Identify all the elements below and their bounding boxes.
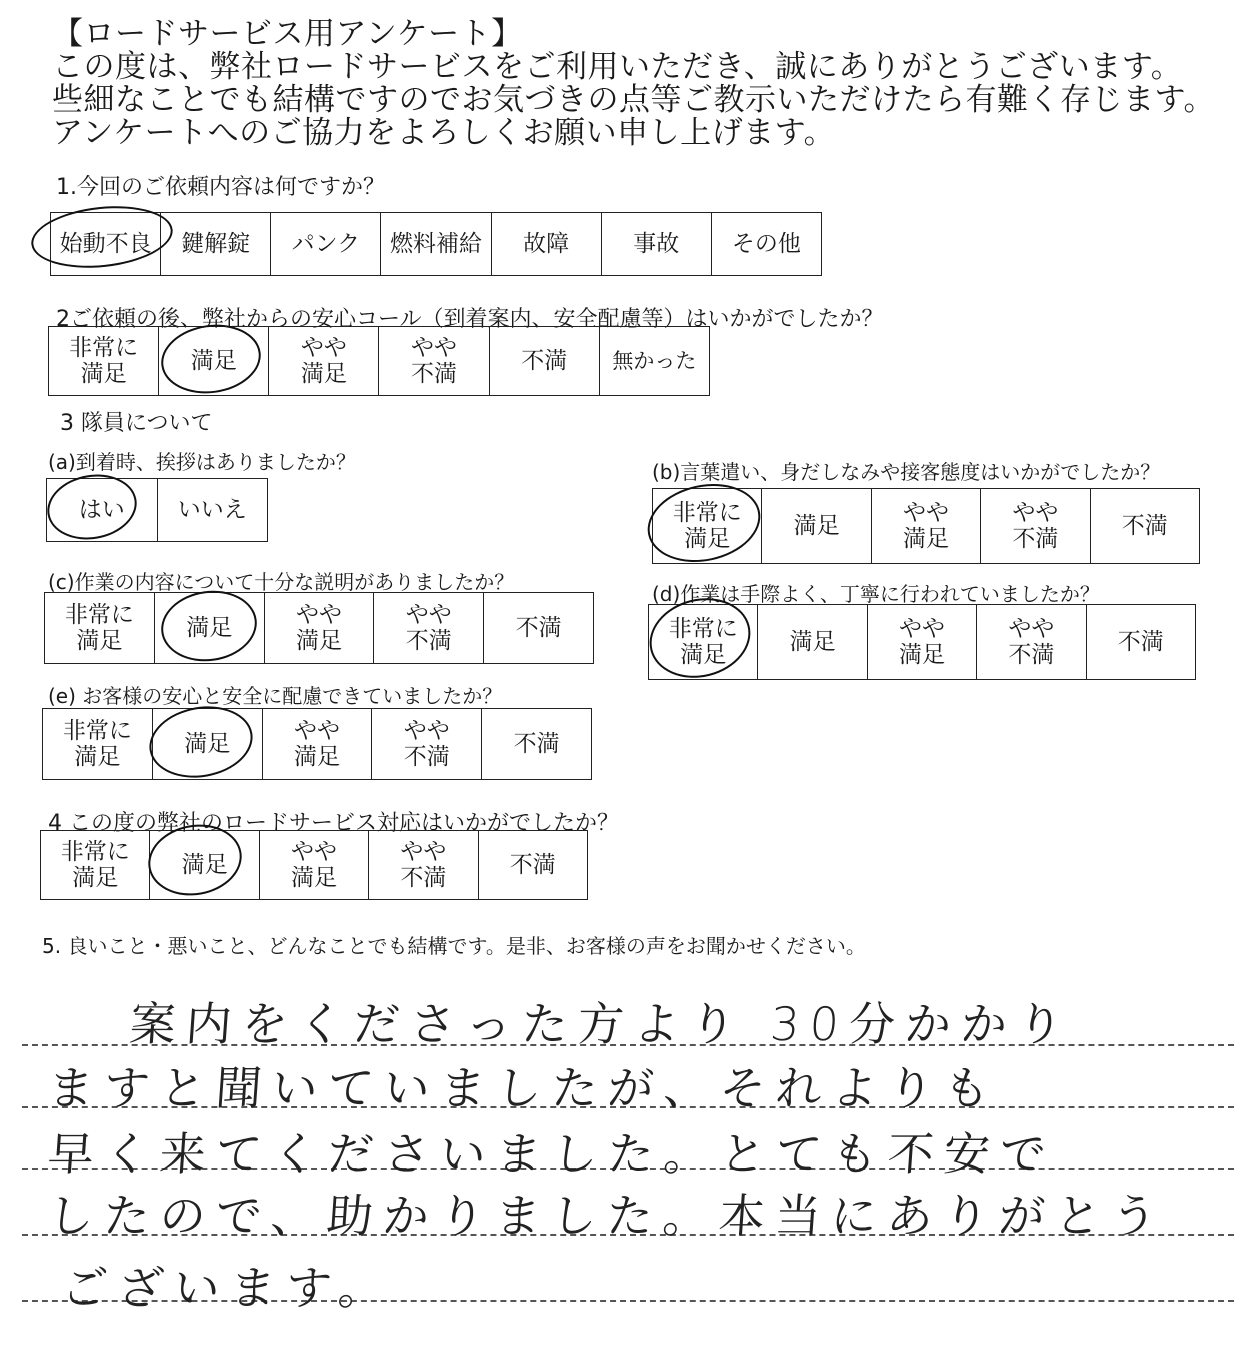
question-3-title: 3 隊員について bbox=[60, 411, 213, 436]
handwritten-answer-line-1: 案内をくださった方より 30分かかり bbox=[127, 997, 1075, 1051]
q1-option[interactable] bbox=[711, 213, 821, 276]
q3a-option[interactable]: いいえ bbox=[157, 479, 268, 542]
q3b-option[interactable]: やや 不満 bbox=[981, 489, 1090, 564]
q3c-option[interactable]: 不満 bbox=[484, 593, 594, 664]
q3d-option[interactable]: やや 満足 bbox=[867, 605, 976, 680]
q3d-option[interactable]: 不満 bbox=[1086, 605, 1195, 680]
q1-option[interactable] bbox=[601, 213, 711, 276]
q3d-option[interactable] bbox=[649, 605, 758, 680]
question-3c-title: (c)作業の内容について十分な説明がありましたか？ bbox=[48, 570, 515, 594]
q3c-option-label: 満足 bbox=[186, 615, 233, 641]
q3a-option[interactable] bbox=[47, 479, 158, 542]
q2-option[interactable] bbox=[159, 327, 269, 396]
q3c-option[interactable]: やや 不満 bbox=[374, 593, 484, 664]
q3b-option[interactable]: やや 満足 bbox=[871, 489, 980, 564]
question-2-options bbox=[48, 326, 710, 396]
q3e-option-label: 満足 bbox=[184, 731, 231, 757]
q2-option[interactable]: 非常に 満足 bbox=[49, 327, 159, 396]
handwritten-answer-line-3: 早く来てくださいました。とても不安で bbox=[45, 1127, 1058, 1181]
q3e-option[interactable]: やや 満足 bbox=[262, 709, 372, 780]
q3a-option-label: はい bbox=[78, 497, 125, 523]
q1-option[interactable] bbox=[161, 213, 271, 276]
question-4-options bbox=[40, 830, 588, 900]
q3c-option[interactable] bbox=[154, 593, 264, 664]
q1-option-label: 鍵解錠 bbox=[181, 231, 251, 257]
q2-option-label: 満足 bbox=[190, 348, 237, 374]
q3b-option[interactable]: 満足 bbox=[762, 489, 871, 564]
q1-option-label: 事故 bbox=[633, 231, 680, 257]
q4-option[interactable]: 非常に 満足 bbox=[41, 831, 150, 900]
question-1-title: 1.今回のご依頼内容は何ですか？ bbox=[56, 175, 385, 200]
q3e-option[interactable]: 非常に 満足 bbox=[43, 709, 153, 780]
q4-option-label: 満足 bbox=[181, 852, 228, 878]
question-4-title: 4 この度の弊社のロードサービス対応はいかがでしたか？ bbox=[48, 811, 619, 836]
question-3e-title: (e) お客様の安心と安全に配慮できていましたか？ bbox=[48, 684, 503, 708]
q1-option-label: 故障 bbox=[523, 231, 570, 257]
handwritten-answer-line-4: したので、助かりました。本当にありがとう bbox=[45, 1189, 1169, 1243]
q1-option-label: 燃料補給 bbox=[389, 231, 482, 257]
intro-line-3: アンケートへのご協力をよろしくお願い申し上げます。 bbox=[52, 115, 836, 151]
q3e-option[interactable]: やや 不満 bbox=[372, 709, 482, 780]
q4-option[interactable]: やや 不満 bbox=[369, 831, 478, 900]
question-5-title: 5. 良いこと・悪いこと、どんなことでも結構です。是非、お客様の声をお聞かせください。 bbox=[42, 934, 866, 958]
question-3a-options bbox=[46, 478, 268, 542]
q1-option-label: パンク bbox=[291, 231, 361, 257]
handwritten-answer-line-5: ございます。 bbox=[59, 1261, 397, 1315]
question-2-title: 2ご依頼の後、弊社からの安心コール（到着案内、安全配慮等）はいかがでしたか？ bbox=[56, 307, 884, 332]
q1-option-label: 始動不良 bbox=[59, 231, 152, 257]
q1-option-label: その他 bbox=[731, 231, 801, 257]
question-3d-options bbox=[648, 604, 1196, 680]
q2-option[interactable]: やや 不満 bbox=[379, 327, 489, 396]
q3d-option[interactable]: やや 不満 bbox=[977, 605, 1086, 680]
question-3d-title: (d)作業は手際よく、丁寧に行われていましたか？ bbox=[652, 582, 1100, 606]
q3e-option[interactable]: 不満 bbox=[482, 709, 592, 780]
q1-option[interactable] bbox=[271, 213, 381, 276]
q3b-option[interactable] bbox=[653, 489, 762, 564]
question-3c-options bbox=[44, 592, 594, 664]
question-3b-title: (b)言葉遣い、身だしなみや接客態度はいかがでしたか？ bbox=[652, 460, 1161, 484]
q3c-option[interactable]: やや 満足 bbox=[264, 593, 374, 664]
q1-option[interactable] bbox=[381, 213, 491, 276]
intro-line-1: この度は、弊社ロードサービスをご利用いただき、誠にありがとうございます。 bbox=[52, 49, 1183, 85]
q4-option[interactable]: 不満 bbox=[478, 831, 587, 900]
q3c-option[interactable]: 非常に 満足 bbox=[45, 593, 155, 664]
q2-option[interactable]: やや 満足 bbox=[269, 327, 379, 396]
q3b-option[interactable]: 不満 bbox=[1090, 489, 1199, 564]
question-3a-title: (a)到着時、挨拶はありましたか？ bbox=[48, 450, 356, 474]
q4-option[interactable] bbox=[150, 831, 259, 900]
q3d-option[interactable]: 満足 bbox=[758, 605, 867, 680]
q4-option[interactable]: やや 満足 bbox=[259, 831, 368, 900]
question-3e-options bbox=[42, 708, 592, 780]
q3e-option[interactable] bbox=[152, 709, 262, 780]
q1-option[interactable] bbox=[491, 213, 601, 276]
question-1-options bbox=[50, 212, 822, 276]
survey-intro bbox=[52, 18, 1215, 150]
handwritten-answer-line-2: ますと聞いていましたが、それよりも bbox=[45, 1061, 1002, 1115]
question-3b-options bbox=[652, 488, 1200, 564]
q2-option[interactable]: 不満 bbox=[489, 327, 599, 396]
q1-option[interactable] bbox=[51, 213, 161, 276]
q2-option[interactable]: 無かった bbox=[599, 327, 709, 396]
q3d-option-label: 非常に 満足 bbox=[668, 616, 738, 668]
intro-line-2: 些細なことでも結構ですのでお気づきの点等ご教示いただけたら有難く存じます。 bbox=[52, 82, 1216, 118]
q3b-option-label: 非常に 満足 bbox=[672, 500, 742, 552]
survey-title: 【ロードサービス用アンケート】 bbox=[52, 16, 523, 52]
